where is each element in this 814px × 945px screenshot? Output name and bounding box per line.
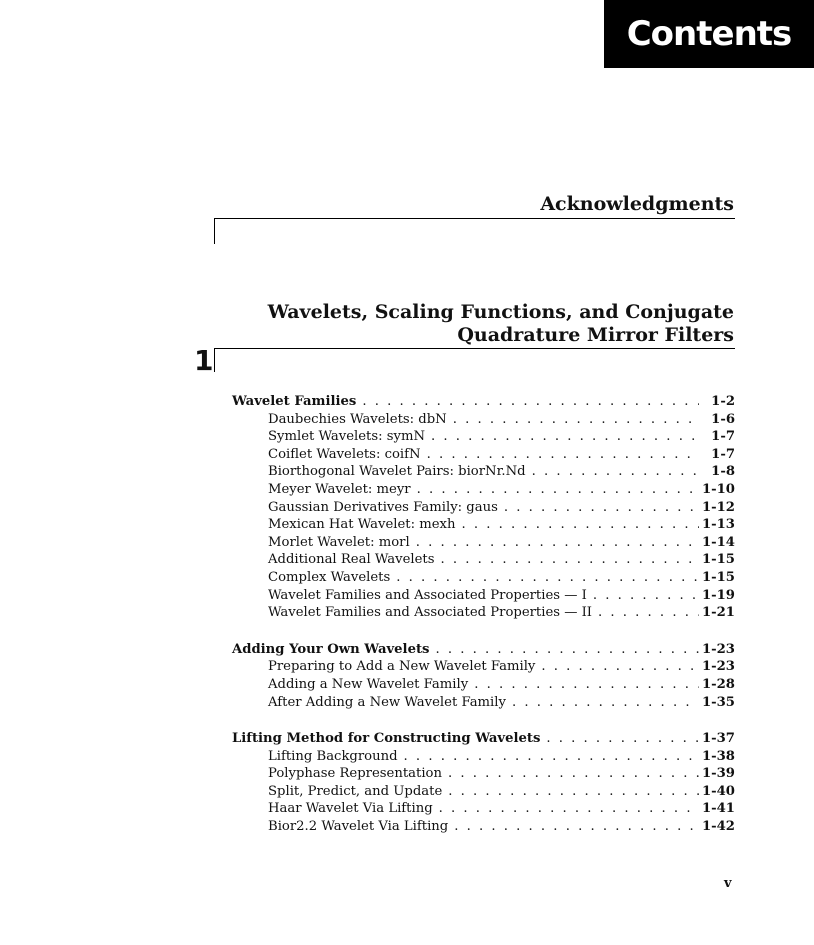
toc-entry-page: 1-15 (701, 552, 735, 568)
toc-entry[interactable] (232, 604, 735, 622)
dot-leader (526, 463, 699, 481)
dot-leader (442, 783, 699, 801)
toc-entry-title: Wavelet Families and Associated Properties — I (268, 587, 587, 603)
toc-entry-page: 1-41 (701, 801, 735, 817)
toc-section-entry[interactable] (232, 393, 735, 411)
toc-entry-page: 1-40 (701, 783, 735, 799)
contents-tab: Contents (604, 0, 814, 68)
toc-entry-page: 1-10 (701, 481, 735, 497)
toc-group (232, 730, 735, 836)
toc-entry-page: 1-23 (701, 659, 735, 675)
dot-leader (498, 499, 699, 517)
toc-entry[interactable] (232, 658, 735, 676)
toc-entry-page: 1-21 (701, 605, 735, 621)
toc-entry-title: Coiflet Wavelets: coifN (268, 446, 421, 462)
chapter-title-line-2: Quadrature Mirror Filters (457, 324, 734, 346)
toc-entry[interactable] (232, 446, 735, 464)
dot-leader (448, 818, 699, 836)
toc-entry-title: Polyphase Representation (268, 766, 442, 782)
toc-entry-page: 1-13 (701, 517, 735, 533)
toc-group (232, 641, 735, 711)
toc-entry[interactable] (232, 818, 735, 836)
toc-entry-title: Wavelet Families (232, 394, 357, 409)
toc-entry[interactable] (232, 676, 735, 694)
chapter-title[interactable] (268, 301, 734, 347)
acknowledgments-rule (214, 218, 735, 219)
toc-section-entry[interactable] (232, 641, 735, 659)
toc-entry-page: 1-14 (701, 534, 735, 550)
dot-leader (421, 446, 699, 464)
toc-entry[interactable] (232, 481, 735, 499)
dot-leader (506, 694, 699, 712)
toc-entry[interactable] (232, 428, 735, 446)
toc-entry-page: 1-7 (711, 446, 735, 462)
toc-entry-title: Adding a New Wavelet Family (268, 676, 469, 692)
toc-entry-page: 1-39 (701, 766, 735, 782)
toc-entry-title: Preparing to Add a New Wavelet Family (268, 659, 536, 675)
dot-leader (447, 411, 699, 429)
toc-entry[interactable] (232, 534, 735, 552)
dot-leader (592, 604, 699, 622)
toc-entry[interactable] (232, 411, 735, 429)
toc-entry[interactable] (232, 463, 735, 481)
toc-entry[interactable] (232, 694, 735, 712)
toc-entry-title: Daubechies Wavelets: dbN (268, 411, 447, 427)
toc-entry-page: 1-8 (711, 464, 735, 480)
chapter-rule-tick (214, 348, 215, 372)
toc-entry-title: Gaussian Derivatives Family: gaus (268, 499, 498, 515)
dot-leader (410, 534, 699, 552)
dot-leader (442, 765, 699, 783)
chapter-rule (214, 348, 735, 349)
dot-leader (535, 658, 699, 676)
toc-entry-page: 1-35 (701, 694, 735, 710)
dot-leader (398, 748, 699, 766)
toc-entry[interactable] (232, 765, 735, 783)
toc-section-entry[interactable] (232, 730, 735, 748)
toc-entry[interactable] (232, 748, 735, 766)
dot-leader (455, 516, 699, 534)
toc-entry-title: Symlet Wavelets: symN (268, 429, 426, 445)
toc-entry-page: 1-2 (711, 394, 735, 409)
toc-entry[interactable] (232, 551, 735, 569)
toc-entry-page: 1-12 (701, 499, 735, 515)
toc-entry-title: Lifting Method for Constructing Wavelets (232, 731, 541, 747)
dot-leader (540, 730, 699, 748)
toc-entry-page: 1-37 (701, 731, 735, 747)
dot-leader (429, 641, 699, 659)
toc-entry-title: Lifting Background (268, 748, 398, 764)
toc-entry[interactable] (232, 499, 735, 517)
chapter-title-line-1: Wavelets, Scaling Functions, and Conjugate (267, 301, 734, 323)
acknowledgments-heading[interactable]: Acknowledgments (540, 193, 734, 215)
toc-entry-page: 1-38 (701, 748, 735, 764)
dot-leader (587, 587, 699, 605)
toc-entry-title: Mexican Hat Wavelet: mexh (268, 517, 456, 533)
toc-entry-page: 1-42 (701, 819, 735, 835)
toc-entry-title: Meyer Wavelet: meyr (268, 481, 411, 497)
dot-leader (425, 428, 699, 446)
toc-entry-page: 1-15 (701, 569, 735, 585)
toc-entry-page: 1-6 (711, 411, 735, 427)
page-number: v (724, 876, 732, 891)
toc-entry-page: 1-23 (701, 641, 735, 657)
toc-entry-title: Additional Real Wavelets (268, 552, 435, 568)
dot-leader (390, 569, 699, 587)
dot-leader (434, 551, 699, 569)
toc-entry[interactable] (232, 783, 735, 801)
toc-entry[interactable] (232, 516, 735, 534)
toc-entry-title: Biorthogonal Wavelet Pairs: biorNr.Nd (268, 464, 526, 480)
acknowledgments-rule-tick (214, 218, 215, 244)
dot-leader (411, 481, 699, 499)
table-of-contents (232, 393, 735, 855)
toc-group (232, 393, 735, 622)
toc-entry-title: Adding Your Own Wavelets (232, 641, 430, 657)
toc-entry-page: 1-19 (701, 587, 735, 603)
toc-entry[interactable] (232, 569, 735, 587)
toc-entry-title: Bior2.2 Wavelet Via Lifting (268, 819, 449, 835)
toc-entry-page: 1-7 (711, 429, 735, 445)
toc-entry-page: 1-28 (701, 676, 735, 692)
dot-leader (468, 676, 699, 694)
toc-entry-title: Morlet Wavelet: morl (268, 534, 410, 550)
toc-entry-title: Split, Predict, and Update (268, 783, 443, 799)
dot-leader (356, 393, 699, 411)
dot-leader (433, 800, 699, 818)
toc-entry-title: After Adding a New Wavelet Family (268, 694, 506, 710)
toc-entry-title: Haar Wavelet Via Lifting (268, 801, 433, 817)
toc-entry[interactable] (232, 587, 735, 605)
toc-entry[interactable] (232, 800, 735, 818)
toc-entry-title: Complex Wavelets (268, 569, 391, 585)
chapter-number: 1 (194, 344, 214, 377)
toc-entry-title: Wavelet Families and Associated Properties — II (268, 605, 593, 621)
